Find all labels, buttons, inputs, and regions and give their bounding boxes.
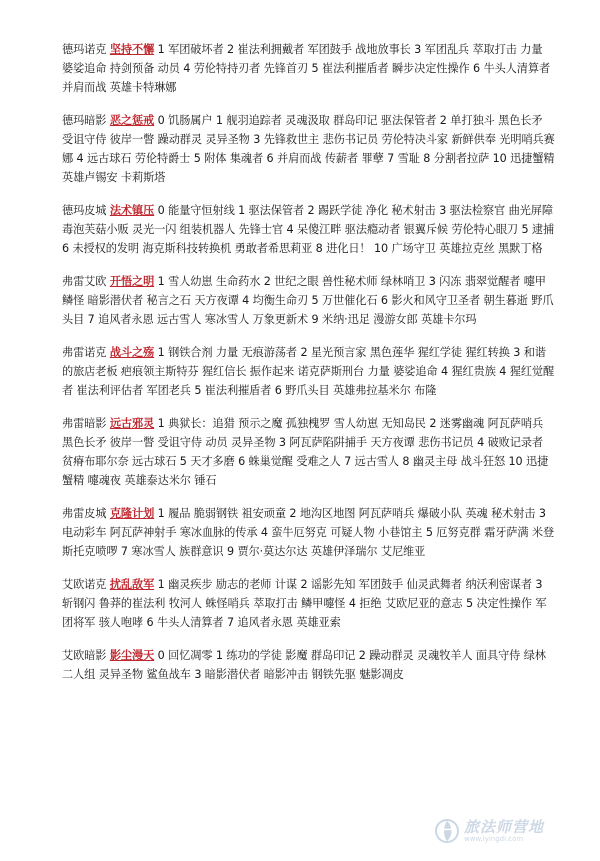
- deck-region-prefix: 德玛皮城: [62, 204, 107, 217]
- deck-entry: [62, 343, 556, 400]
- deck-entry: [62, 40, 556, 97]
- watermark: [434, 817, 564, 845]
- fan-swirl-logo-icon: [434, 818, 460, 844]
- deck-card-list: 1 典狱长：追猎 预示之魔 孤独槐罗 雪人幼崽 无知岛民 2 迷雾幽魂 阿瓦萨哨兵 黑色长矛 彼岸一瞥 受诅守侍 动员 灵异圣物 3 阿瓦萨陷阱捕手 天方夜谭 悲伤书记员 4 破败记录者 贫瘠布耶尔奈 远古球石 5 天才多磨 6 蛛巢觉醒 受难之人 7 远古雪人 8 幽灵主母 战斗狂怒 10 迅捷蟹精 嚏魂夜 英雄泰达米尔 锤石: [62, 417, 549, 487]
- deck-card-list: 1 钢铁合剂 力量 无痕游荡者 2 星光预言家 黑色莲华 猩红学徒 猩红转换 3 和谐的旅店老板 疤痕领主斯特芬 猩红信长 振作起来 诺克萨斯刑台 力量 婆娑追命 4 猩红贵族 4 猩红觉醒者 崔法利评估者 军团老兵 5 崔法利摧盾者 6 野爪头目 英雄弗拉基米尔 布隆: [62, 346, 555, 397]
- deck-entry: [62, 575, 556, 632]
- deck-entry: [62, 272, 556, 329]
- deck-name-link[interactable]: 扰乱敌军: [109, 578, 155, 591]
- deck-card-list: 1 幽灵疾步 励志的老师 计谋 2 谣影先知 军团鼓手 仙灵武舞者 纳沃利密谋者 3 斩钢闪 鲁莽的崔法利 牧河人 蛛怪哨兵 萃取打击 鳞甲嚏怪 4 拒绝 艾欧尼亚的意志 5 决定性操作 军团将军 骇人咆哮 6 牛头人清算者 7 追风者永恩 英雄亚索: [62, 578, 547, 629]
- deck-entry: [62, 201, 556, 258]
- deck-card-list: 1 履品 脆弱钢铁 祖安顽童 2 地沟区地图 阿瓦萨哨兵 爆破小队 英魂 秘术射击 3 电动彩车 阿瓦萨神射手 寒冰血脉的传承 4 蛮牛厄努克 可疑人物 小巷馆主 5 厄努克群 霜牙萨满 米登斯托克喷啰 7 寒冰雪人 族群意识 9 贾尔·莫达尔达 英雄伊泽瑞尔 艾尼维亚: [62, 507, 555, 558]
- deck-name-link[interactable]: 坚持不懈: [109, 43, 155, 56]
- deck-entry: [62, 504, 556, 561]
- deck-entry: [62, 111, 556, 187]
- deck-region-prefix: 德玛暗影: [62, 114, 107, 127]
- deck-card-list: 0 能量守恒射线 1 驱法保管者 2 踢跃学徒 净化 秘术射击 3 驱法检察官 曲光屏障 毒泡芙菇小贩 灵光一闪 组装机器人 先锋士官 4 呆傻江畔 驱法瘾动者 银翼斥候 劳伦特心眼刀 5 逮捕 6 未授权的发明 海克斯科技转换机 勇敢者希思莉亚 8 进化日！ 10 广场守卫 英雄拉克丝 黑默丁格: [62, 204, 555, 255]
- deck-region-prefix: 弗雷诺克: [62, 346, 107, 359]
- deck-region-prefix: 艾欧诺克: [62, 578, 107, 591]
- deck-name-link[interactable]: 战斗之殇: [109, 346, 155, 359]
- deck-card-list: 1 雪人幼崽 生命药水 2 世纪之眼 兽性秘术师 绿林哨卫 3 闪冻 翡翠觉醒者 嚏甲鳞怪 暗影潜伏者 秘言之石 天方夜谭 4 均衡生命刃 5 万世催化石 6 影火和风守卫圣者 朝生暮逝 野爪头目 7 追风者永恩 远古雪人 寒冰雪人 万象更新术 9 米纳·迅足 漫游女郎 英雄卡尔玛: [62, 275, 554, 326]
- deck-card-list: 1 军团破坏者 2 崔法利拥戴者 军团鼓手 战地放事长 3 军团乱兵 萃取打击 力量 婆娑追命 持剑预备 动员 4 劳伦特持刃者 先锋首刃 5 崔法利摧盾者 瞬步决定性操作 6 牛头人清算者 并肩而战 英雄卡特琳娜: [62, 43, 551, 94]
- deck-region-prefix: 艾欧暗影: [62, 649, 107, 662]
- deck-card-list: 0 饥肠属户 1 舰羽追踪者 灵魂汲取 群岛印记 驱法保管者 2 单打独斗 黑色长矛 受诅守侍 彼岸一瞥 躁动群灵 灵异圣物 3 先锋救世主 悲伤书记员 劳伦特决斗家 新鲜供奉 光明哨兵赛娜 4 远古球石 劳伦特爵士 5 附体 集魂者 6 并肩而战 传薪者 罪孽 7 雪耻 8 分割者拉萨 10 迅捷蟹精 英雄卢锡安 卡莉斯塔: [62, 114, 555, 184]
- deck-region-prefix: 弗雷暗影: [62, 417, 107, 430]
- deck-name-link[interactable]: 恶之惩戒: [109, 114, 155, 127]
- deck-card-list: 0 回忆凋零 1 练功的学徒 影魔 群岛印记 2 躁动群灵 灵魂牧羊人 面具守侍 绿林二人组 灵异圣物 鲨鱼战车 3 暗影潜伏者 暗影冲击 钢铁先驱 魅影凋皮: [62, 649, 546, 681]
- watermark-text: 旅法师营地: [464, 817, 545, 836]
- watermark-url: www.iyingdi.com: [464, 834, 524, 843]
- deck-region-prefix: 德玛诺克: [62, 43, 107, 56]
- deck-name-link[interactable]: 开悟之明: [109, 275, 155, 288]
- deck-entry: [62, 646, 556, 684]
- deck-name-link[interactable]: 影尘漫天: [109, 649, 155, 662]
- deck-name-link[interactable]: 克隆计划: [109, 507, 155, 520]
- deck-region-prefix: 弗雷艾欧: [62, 275, 107, 288]
- deck-region-prefix: 弗雷皮城: [62, 507, 107, 520]
- deck-name-link[interactable]: 远古邪灵: [109, 417, 155, 430]
- deck-entry: [62, 414, 556, 490]
- deck-name-link[interactable]: 法术镇压: [109, 204, 155, 217]
